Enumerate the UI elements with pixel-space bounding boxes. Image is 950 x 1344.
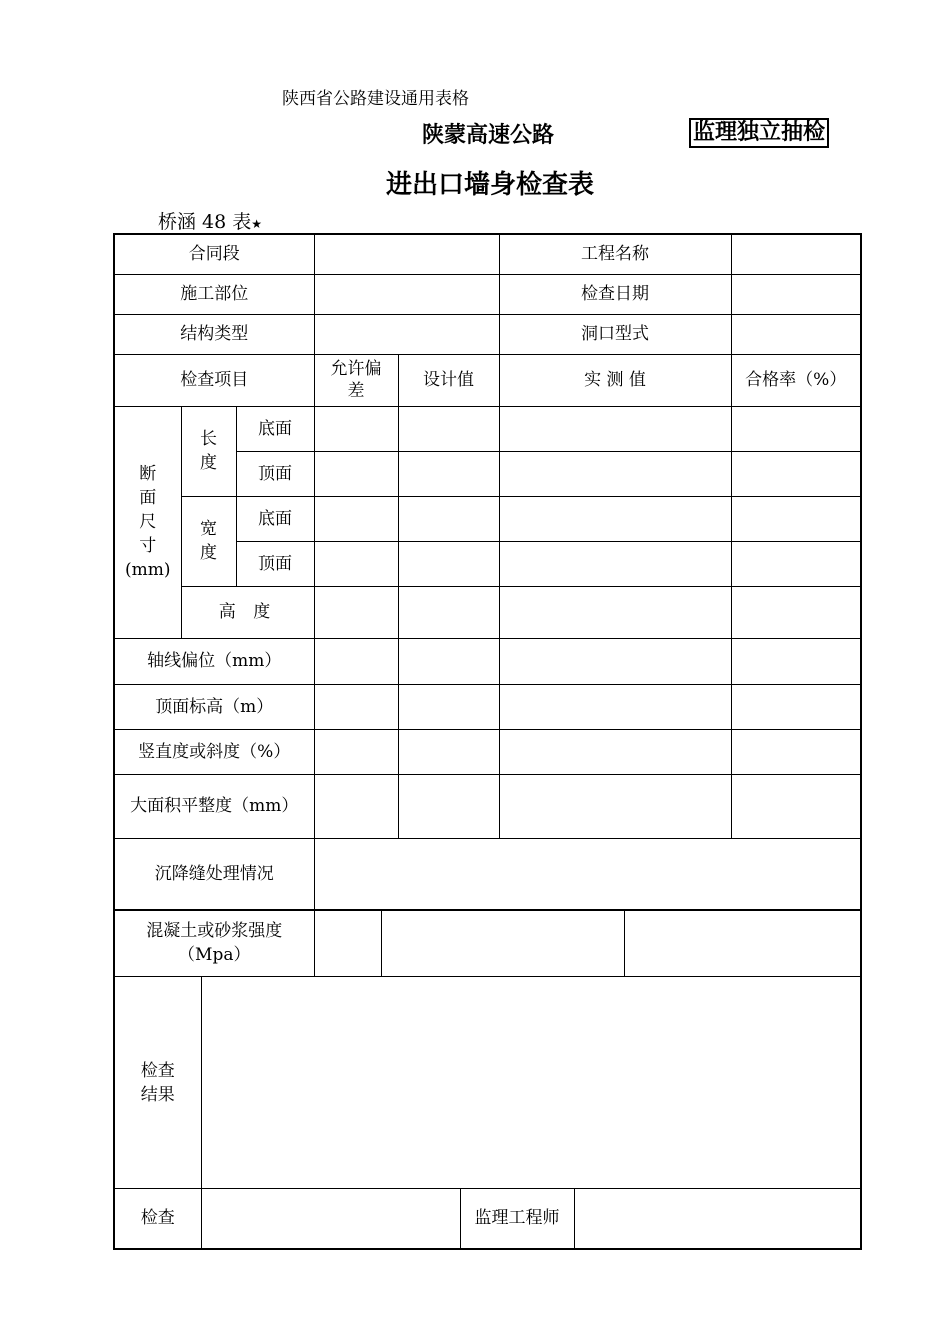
cell[interactable] (731, 774, 861, 838)
table-row (114, 496, 861, 541)
verticality-label: 竖直度或斜度（%） (114, 729, 314, 774)
col-measured: 实 测 值 (499, 354, 731, 406)
length-group: 长 度 (181, 406, 236, 496)
table-row (114, 638, 861, 684)
cell[interactable] (314, 684, 398, 729)
column-header-row (114, 354, 861, 406)
info-row (114, 234, 861, 274)
info-row (114, 274, 861, 314)
cell[interactable] (499, 496, 731, 541)
project-name-label: 工程名称 (499, 234, 731, 274)
inspection-table (113, 233, 862, 911)
cell[interactable] (314, 451, 398, 496)
cell[interactable] (499, 541, 731, 586)
col-pass-rate: 合格率（%） (731, 354, 861, 406)
inspector-value[interactable] (201, 1189, 460, 1249)
project-name: 陕蒙高速公路 (422, 123, 555, 148)
cell[interactable] (381, 910, 624, 977)
page-title: 进出口墙身检查表 (386, 170, 595, 200)
cell[interactable] (499, 638, 731, 684)
table-row (114, 838, 861, 910)
section-size-group: 断 面 尺 寸 (mm) (114, 406, 181, 638)
location-label: 施工部位 (114, 274, 314, 314)
cell[interactable] (314, 496, 398, 541)
width-group: 宽 度 (181, 496, 236, 586)
top-elevation-label: 顶面标高（m） (114, 684, 314, 729)
cell[interactable] (398, 684, 499, 729)
table-row (114, 910, 861, 977)
cell[interactable] (314, 910, 381, 977)
location-value[interactable] (314, 274, 499, 314)
result-label: 检查 结果 (114, 977, 201, 1189)
cell[interactable] (314, 638, 398, 684)
opening-type-value[interactable] (731, 314, 861, 354)
col-tolerance: 允许偏差 (314, 354, 398, 406)
width-top-label: 顶面 (236, 541, 314, 586)
flatness-label: 大面积平整度（mm） (114, 774, 314, 838)
length-bottom-label: 底面 (236, 406, 314, 451)
cell[interactable] (398, 541, 499, 586)
height-label: 高 度 (181, 586, 314, 638)
settlement-joint-value[interactable] (314, 838, 861, 910)
inspector-label: 检查 (114, 1189, 201, 1249)
contract-label: 合同段 (114, 234, 314, 274)
cell[interactable] (731, 451, 861, 496)
cell[interactable] (731, 729, 861, 774)
cell[interactable] (624, 910, 861, 977)
strength-label: 混凝土或砂浆强度 （Mpa） (114, 910, 314, 977)
cell[interactable] (731, 586, 861, 638)
cell[interactable] (499, 774, 731, 838)
cell[interactable] (499, 451, 731, 496)
cell[interactable] (314, 586, 398, 638)
cell[interactable] (398, 406, 499, 451)
cell[interactable] (398, 496, 499, 541)
cell[interactable] (314, 774, 398, 838)
cell[interactable] (731, 406, 861, 451)
inspection-type-stamp: 监理独立抽检 (689, 118, 829, 148)
structure-type-value[interactable] (314, 314, 499, 354)
cell[interactable] (731, 541, 861, 586)
cell[interactable] (398, 729, 499, 774)
table-row (114, 774, 861, 838)
length-top-label: 顶面 (236, 451, 314, 496)
col-design: 设计值 (398, 354, 499, 406)
cell[interactable] (499, 406, 731, 451)
table-row (114, 684, 861, 729)
structure-type-label: 结构类型 (114, 314, 314, 354)
info-row (114, 314, 861, 354)
cell[interactable] (314, 406, 398, 451)
cell[interactable] (398, 586, 499, 638)
axis-offset-label: 轴线偏位（mm） (114, 638, 314, 684)
cell[interactable] (314, 729, 398, 774)
result-table (113, 976, 862, 1250)
cell[interactable] (398, 451, 499, 496)
star-icon: ★ (251, 217, 263, 231)
cell[interactable] (398, 774, 499, 838)
cell[interactable] (731, 638, 861, 684)
cell[interactable] (398, 638, 499, 684)
inspection-date-value[interactable] (731, 274, 861, 314)
inspection-date-label: 检查日期 (499, 274, 731, 314)
project-name-value[interactable] (731, 234, 861, 274)
cell[interactable] (731, 684, 861, 729)
strength-table (113, 909, 862, 977)
cell[interactable] (731, 496, 861, 541)
contract-value[interactable] (314, 234, 499, 274)
opening-type-label: 洞口型式 (499, 314, 731, 354)
cell[interactable] (499, 729, 731, 774)
table-row (114, 729, 861, 774)
form-series-title: 陕西省公路建设通用表格 (282, 89, 469, 109)
result-value[interactable] (201, 977, 861, 1189)
supervisor-label: 监理工程师 (460, 1189, 574, 1249)
table-row (114, 586, 861, 638)
supervisor-value[interactable] (574, 1189, 861, 1249)
cell[interactable] (499, 586, 731, 638)
cell[interactable] (499, 684, 731, 729)
table-row (114, 406, 861, 451)
form-code: 桥涵 48 表★ (158, 211, 263, 233)
settlement-joint-label: 沉降缝处理情况 (114, 838, 314, 910)
width-bottom-label: 底面 (236, 496, 314, 541)
col-item: 检查项目 (114, 354, 314, 406)
signature-row (114, 1189, 861, 1249)
table-row (114, 977, 861, 1189)
cell[interactable] (314, 541, 398, 586)
